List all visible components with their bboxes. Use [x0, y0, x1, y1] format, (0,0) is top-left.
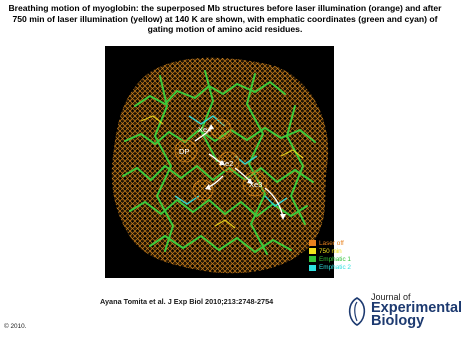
legend-label: Emphatic 1 [319, 255, 351, 263]
protein-structure-figure [105, 46, 334, 278]
journal-logo-line2: Experimental [371, 300, 462, 316]
legend-swatch [309, 256, 316, 262]
journal-logo-line1: Journal of [371, 292, 411, 302]
legend-swatch [309, 265, 316, 271]
fig-label-dp: DP [179, 147, 190, 156]
legend-item-750-min [309, 247, 351, 255]
protein-structure-image [105, 46, 334, 278]
legend-label: 750 min [319, 247, 342, 255]
fig-label-xe2: Xe2 [220, 159, 234, 168]
fig-label-xe3: Xe3 [249, 180, 263, 189]
copyright: © 2010. [4, 323, 27, 330]
figure-title: Breathing motion of myoglobin: the superposed Mb structures before laser illumination (orange) and after 750 min of laser illumination (yellow) at 140 K are shown, with emphatic coordinates (green and cyan) of gating motion of amino acid residues. [8, 3, 442, 35]
citation: Ayana Tomita et al. J Exp Biol 2010;213:2748-2754 [100, 297, 274, 306]
legend-item-emphatic-1 [309, 255, 351, 263]
journal-logo-line3: Biology [371, 313, 425, 329]
legend-item-emphatic-2 [309, 264, 351, 272]
journal-logo [343, 292, 462, 329]
legend-swatch [309, 248, 316, 254]
figure-legend [309, 239, 351, 272]
legend-label: Laser off [319, 239, 344, 247]
legend-swatch [309, 240, 316, 246]
legend-item-laser-off [309, 239, 351, 247]
legend-label: Emphatic 2 [319, 264, 351, 272]
journal-logo-icon [345, 296, 369, 326]
fig-label-xe4: Xe4 [198, 125, 212, 134]
